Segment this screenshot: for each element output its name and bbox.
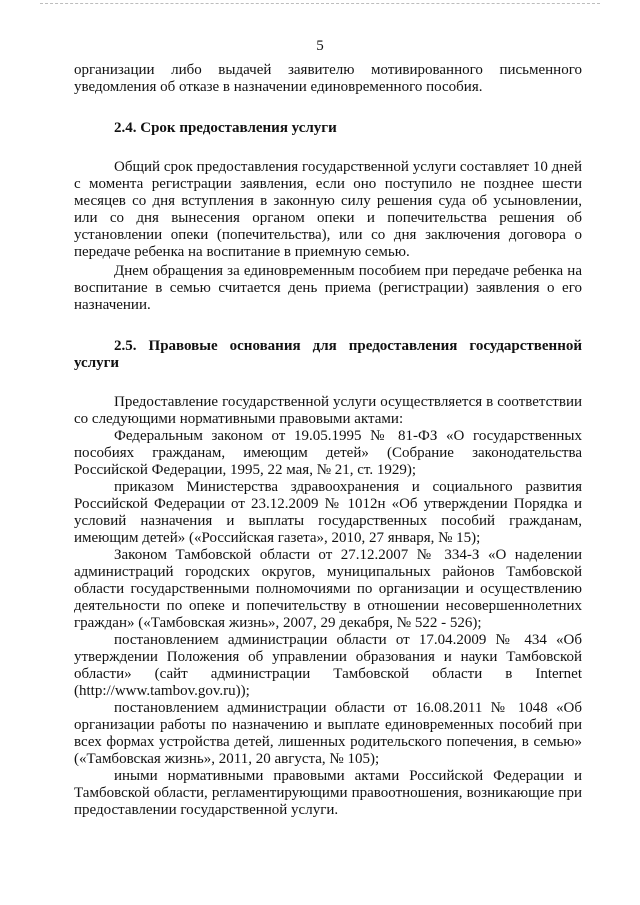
- continuation-paragraph: организации либо выдачей заявителю мотивированного письменного уведомления об отказе в назначении единовременного пособия.: [74, 62, 582, 95]
- legal-act-item: иными нормативными правовыми актами Российской Федерации и Тамбовской области, регламентирующими правоотношения, возникающие при предоставлении государственной услуги.: [74, 768, 582, 818]
- section-2-5-intro: Предоставление государственной услуги осуществляется в соответствии со следующими нормативными правовыми актами:: [74, 394, 582, 427]
- legal-act-item: постановлением администрации области от 16.08.2011 № 1048 «Об организации работы по назначению и выплате единовременных пособий при всех формах устройства детей, лишенных родительского попечения, в семью» («Тамбовская жизнь», 2011, 20 августа, № 105);: [74, 700, 582, 767]
- legal-act-item: Федеральным законом от 19.05.1995 № 81-ФЗ «О государственных пособиях гражданам, имеющим детей» (Собрание законодательства Российской Федерации, 1995, 22 мая, № 21, ст. 1929);: [74, 428, 582, 478]
- section-2-5-heading: 2.5. Правовые основания для предоставления государственной услуги: [74, 338, 582, 371]
- section-2-4-paragraph-2: Днем обращения за единовременным пособием при передаче ребенка на воспитание в семью считается день приема (регистрации) заявления о его назначении.: [74, 263, 582, 313]
- page-number: 5: [316, 38, 324, 54]
- legal-act-item: приказом Министерства здравоохранения и социального развития Российской Федерации от 23.12.2009 № 1012н «Об утверждении Порядка и условий назначения и выплаты государственных пособий гражданам, имеющим детей» («Российская газета», 2010, 27 января, № 15);: [74, 479, 582, 546]
- section-2-4-paragraph-1: Общий срок предоставления государственной услуги составляет 10 дней с момента регистрации заявления, если оно поступило не позднее шести месяцев со дня вступления в законную силу решения суда об усыновлении, или со дня вынесения органом опеки и попечительства решения об установлении опеки (попечительства), или со дня заключения договора о передаче ребенка на воспитание в приемную семью.: [74, 159, 582, 260]
- legal-act-item: постановлением администрации области от 17.04.2009 № 434 «Об утверждении Положения об управлении образования и науки Тамбовской области» (сайт администрации Тамбовской области в Internet (http://www.tambov.gov.ru));: [74, 632, 582, 699]
- document-body: [74, 62, 582, 819]
- section-2-4-heading: 2.4. Срок предоставления услуги: [114, 120, 337, 136]
- top-scan-rule: [40, 3, 600, 4]
- legal-act-item: Законом Тамбовской области от 27.12.2007 № 334-З «О наделении администраций городских округов, муниципальных районов Тамбовской области государственными полномочиями по организации и осуществлению деятельности по опеке и попечительству в отношении несовершеннолетних граждан» («Тамбовская жизнь», 2007, 29 декабря, № 522 - 526);: [74, 547, 582, 631]
